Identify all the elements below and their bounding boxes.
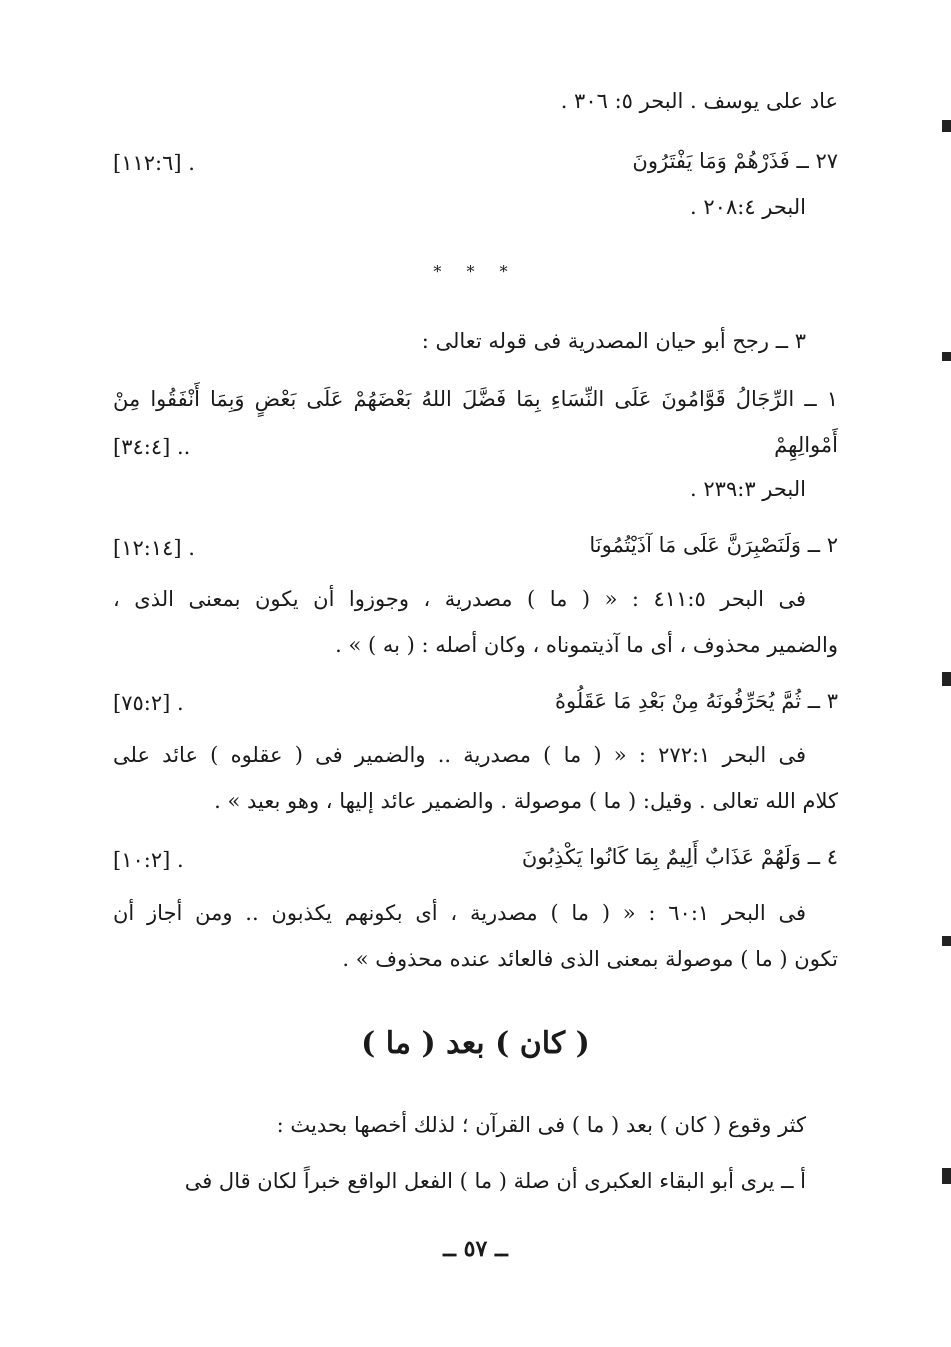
commentary-line: تكون ( ما ) موصولة بمعنى الذى فالعائد عنده محذوف » . [342,947,838,971]
section-separator: * * * [433,262,518,281]
verse-line: ٣ ــ ثُمَّ يُحَرِّفُونَهُ مِنْ بَعْدِ مَا عَقَلُوهُ [555,689,838,713]
commentary-line: فى البحر ٤١١:٥ : « ( ما ) مصدرية ، وجوزوا أن يكون بمعنى الذى ، [113,587,806,611]
scan-edge-mark [942,672,951,686]
text-line: عاد على يوسف . البحر ٥: ٣٠٦ . [560,89,838,113]
verse-line-continued: أَمْوالِهِمْ [774,433,838,457]
paragraph-line: كثر وقوع ( كان ) بعد ( ما ) فى القرآن ؛ لذلك أخصها بحديث : [276,1113,806,1137]
source-citation: البحر ٢٠٨:٤ . [690,195,806,219]
verse-reference: [١٢:١٤] . [113,536,195,560]
scan-edge-mark [942,120,951,132]
commentary-line: كلام الله تعالى . وقيل: ( ما ) موصولة . والضمير عائد إليها ، وهو بعيد » . [214,789,838,813]
page-number: ــ ٥٧ ــ [443,1236,508,1262]
section-intro: ٣ ــ رجح أبو حيان المصدرية فى قوله تعالى : [421,329,806,353]
source-citation: البحر ٢٣٩:٣ . [690,477,806,501]
verse-reference: [٧٥:٢] . [113,691,184,715]
scan-edge-mark [942,936,951,946]
verse-reference: [١١٢:٦] . [113,151,195,175]
section-heading: ( كان ) بعد ( ما ) [361,1026,590,1061]
commentary-line: فى البحر ٢٧٢:١ : « ( ما ) مصدرية .. والضمير فى ( عقلوه ) عائد على [113,743,806,767]
verse-reference: [١٠:٢] . [113,848,184,872]
paragraph-line: أ ــ يرى أبو البقاء العكبرى أن صلة ( ما ) الفعل الواقع خبراً لكان قال فى [184,1169,806,1193]
verse-line: ٢٧ ــ فَذَرْهُمْ وَمَا يَفْتَرُونَ [632,149,838,173]
commentary-line: والضمير محذوف ، أى ما آذيتموناه ، وكان أصله : ( به ) » . [335,633,838,657]
scan-edge-mark [942,352,951,361]
commentary-line: فى البحر ٦٠:١ : « ( ما ) مصدرية ، أى بكونهم يكذبون .. ومن أجاز أن [113,901,806,925]
verse-reference: [٣٤:٤] .. [113,435,191,459]
verse-line: ٢ ــ وَلَنَصْبِرَنَّ عَلَى مَا آذَيْتُمُونَا [589,533,838,557]
scan-edge-mark [942,1168,951,1184]
verse-line: ٤ ــ وَلَهُمْ عَذَابٌ أَلِيمٌ بِمَا كَانُوا يَكْذِبُونَ [521,845,838,869]
verse-line: ١ ــ الرِّجَالُ قَوَّامُونَ عَلَى النِّسَاءِ بِمَا فَضَّلَ اللهُ بَعْضَهُمْ عَلَى بَعْضٍ وَبِمَا أَنْفَقُوا مِنْ [113,387,838,411]
